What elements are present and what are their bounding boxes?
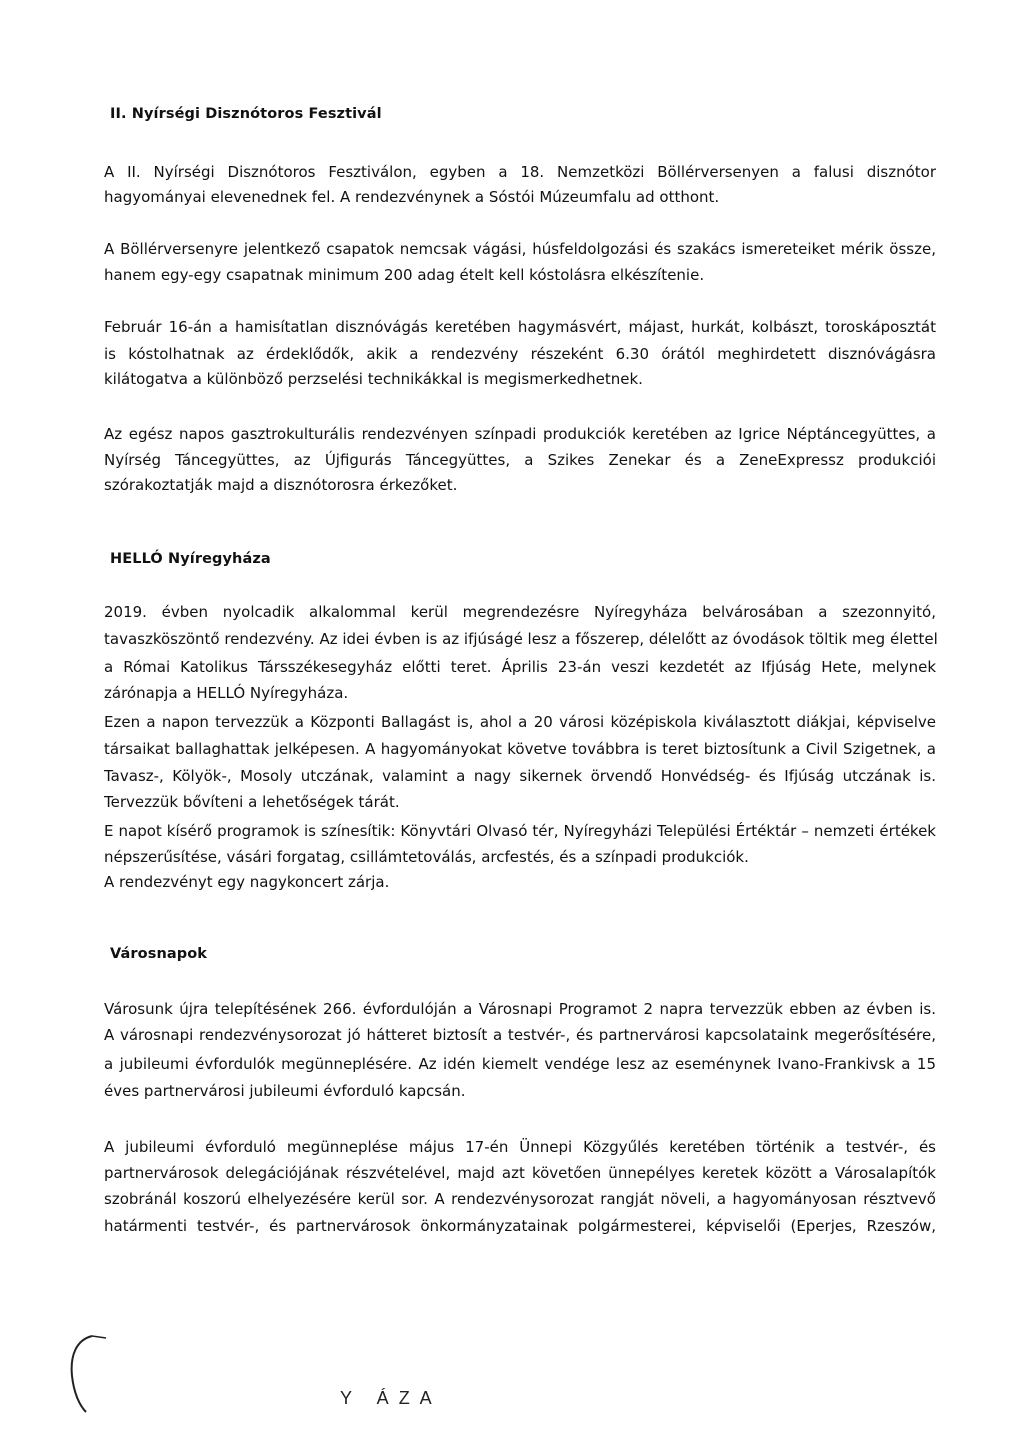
paragraph-line: A II. Nyírségi Disznótoros Fesztiválon, egyben a 18. Nemzetközi Böllérversenyen a falusi disznótor <box>104 163 936 181</box>
paragraph-line: Február 16-án a hamisítatlan disznóvágás keretében hagymásvért, májast, hurkát, kolbászt, toroskáposztát <box>104 318 936 336</box>
paragraph-line: éves partnervárosi jubileumi évforduló kapcsán. <box>104 1082 466 1100</box>
section-title-varosnapok: Városnapok <box>110 946 208 962</box>
paragraph-line: hagyományai elevenednek fel. A rendezvénynek a Sóstói Múzeumfalu ad otthont. <box>104 188 720 206</box>
section-title-disznotoros: II. Nyírségi Disznótoros Fesztivál <box>110 106 382 122</box>
paragraph-line: A Böllérversenyre jelentkező csapatok nemcsak vágási, húsfeldolgozási és szakács ismereteiket mérik össze, <box>104 240 936 258</box>
paragraph-line: népszerűsítése, vásári forgatag, csillámtetoválás, arcfestés, és a színpadi produkciók. <box>104 848 749 866</box>
paragraph-line: A városnapi rendezvénysorozat jó hátteret biztosít a testvér-, és partnervárosi kapcsolataink megerősítésére, <box>104 1026 936 1044</box>
paragraph-line: társaikat ballaghattak jelképesen. A hagyományokat követve továbbra is teret biztosítunk a Civil Szigetnek, a <box>104 740 936 758</box>
paragraph-line: Az egész napos gasztrokulturális rendezvényen színpadi produkciók keretében az Igrice Néptáncegyüttes, a <box>104 425 936 443</box>
paragraph-line: hanem egy-egy csapatnak minimum 200 adag ételt kell kóstolásra elkészítenie. <box>104 266 705 284</box>
paragraph-line: a jubileumi évfordulók megünneplésére. Az idén kiemelt vendége lesz az eseménynek Ivano-Frankivsk a 15 <box>104 1055 936 1073</box>
paragraph-line: Ezen a napon tervezzük a Központi Ballagást is, ahol a 20 városi középiskola kiválasztott diákjai, képviselve <box>104 713 936 731</box>
paragraph-line: szórakoztatják majd a disznótorosra érkezőket. <box>104 476 458 494</box>
paragraph-line: Tervezzük bővíteni a lehetőségek tárát. <box>104 793 400 811</box>
paragraph-line: 2019. évben nyolcadik alkalommal kerül megrendezésre Nyíregyháza belvárosában a szezonnyitó, <box>104 603 936 621</box>
paragraph-line: Nyírség Táncegyüttes, az Újfigurás Táncegyüttes, a Szikes Zenekar és a ZeneExpressz produkciói <box>104 451 936 469</box>
paragraph-line: partnervárosok delegációjának részvételével, majd azt követően ünnepélyes keretek között a Városalapítók <box>104 1164 936 1182</box>
paragraph-line: szobránál koszorú elhelyezésére kerül sor. A rendezvénysorozat rangját növeli, a hagyományosan résztvevő <box>104 1190 936 1208</box>
paragraph-line: tavaszköszöntő rendezvény. Az idei évben is az ifjúságé lesz a főszerep, délelőtt az óvodások töltik meg élettel <box>104 630 938 648</box>
paragraph-line: a Római Katolikus Társszékesegyház előtti teret. Április 23-án veszi kezdetét az Ifjúság Hete, melynek <box>104 658 936 676</box>
footer-letters: Y ÁZA <box>340 1388 442 1408</box>
paragraph-line: A jubileumi évforduló megünneplése május 17-én Ünnepi Közgyűlés keretében történik a testvér-, és <box>104 1138 936 1156</box>
paragraph-line: Tavasz-, Kölyök-, Mosoly utczának, valamint a nagy sikernek örvendő Honvédség- és Ifjúság utczának is. <box>104 767 936 785</box>
paragraph-line: E napot kísérő programok is színesítik: Könyvtári Olvasó tér, Nyíregyházi Települési Értéktár – nemzeti értékek <box>104 822 936 840</box>
paragraph-line: határmenti testvér-, és partnervárosok önkormányzatainak polgármesterei, képviselői (Eperjes, Rzeszów, <box>104 1217 936 1235</box>
footer-bracket-mark <box>62 1326 122 1416</box>
section-title-hello: HELLÓ Nyíregyháza <box>110 551 271 567</box>
paragraph-line: is kóstolhatnak az érdeklődők, akik a rendezvény részeként 6.30 órától meghirdetett disznóvágásra <box>104 345 936 363</box>
paragraph-line: A rendezvényt egy nagykoncert zárja. <box>104 873 390 891</box>
paragraph-line: zárónapja a HELLÓ Nyíregyháza. <box>104 684 349 702</box>
paragraph-line: kilátogatva a különböző perzselési technikákkal is megismerkedhetnek. <box>104 370 643 388</box>
paragraph-line: Városunk újra telepítésének 266. évfordulóján a Városnapi Programot 2 napra tervezzük ebben az évben is. <box>104 1000 936 1018</box>
